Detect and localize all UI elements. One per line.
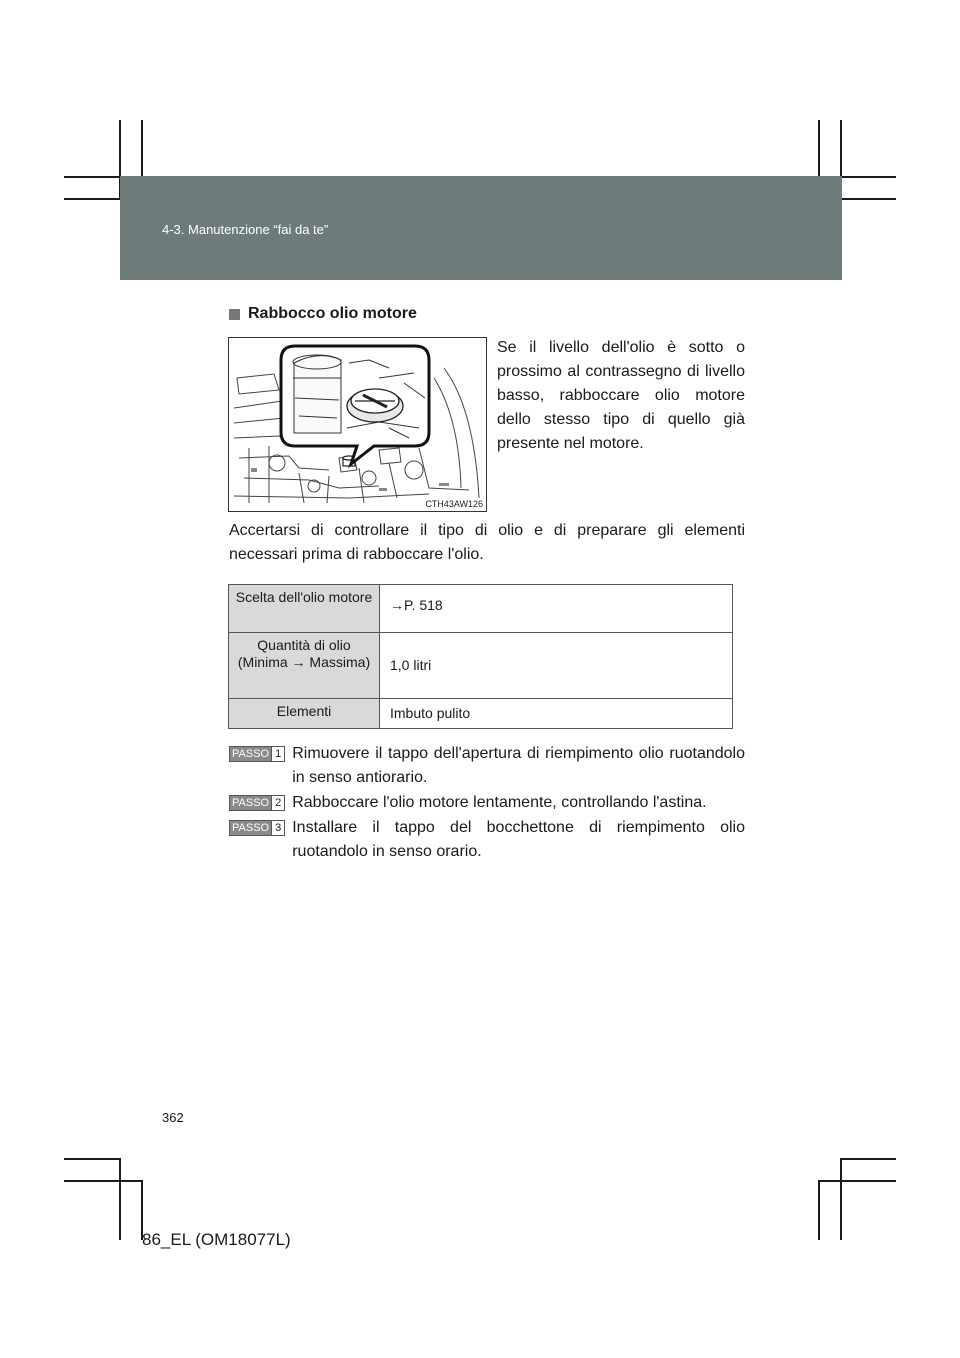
table-row xyxy=(229,699,733,729)
table-key-oil-quantity: Quantità di olio (Minima → Massima) xyxy=(229,633,380,699)
step-2 xyxy=(229,791,745,815)
crop-mark xyxy=(64,1180,143,1182)
crop-mark xyxy=(840,1160,842,1240)
step-badge: PASSO 2 xyxy=(229,795,285,811)
oil-spec-table xyxy=(228,584,733,729)
step-text: Rimuovere il tappo dell'apertura di riempimento olio ruotandolo in senso antiorario. xyxy=(292,745,745,786)
figure-code: CTH43AW126 xyxy=(425,499,483,509)
step-3 xyxy=(229,816,745,864)
step-badge: PASSO 1 xyxy=(229,746,285,762)
crop-mark xyxy=(840,1158,896,1160)
section-breadcrumb: 4-3. Manutenzione “fai da te” xyxy=(162,222,329,237)
document-code: 86_EL (OM18077L) xyxy=(142,1230,291,1249)
table-value-oil-choice[interactable]: →P. 518 xyxy=(380,585,733,633)
table-value-oil-quantity: 1,0 litri xyxy=(380,633,733,699)
step-text: Rabboccare l'olio motore lentamente, controllando l'astina. xyxy=(292,794,707,811)
engine-oil-cap-illustration xyxy=(228,337,487,512)
table-row xyxy=(229,633,733,699)
page-number: 362 xyxy=(162,1110,184,1125)
table-key-items: Elementi xyxy=(229,699,380,729)
step-badge: PASSO 3 xyxy=(229,820,285,836)
section-title-text: Rabbocco olio motore xyxy=(248,305,417,322)
section-title xyxy=(229,305,417,323)
intro-paragraph: Se il livello dell'olio è sotto o prossimo al contrassegno di livello basso, rabboccare olio motore dello stesso tipo di quello già presente nel motore. xyxy=(497,339,745,452)
table-key-oil-choice: Scelta dell'olio motore xyxy=(229,585,380,633)
crop-mark xyxy=(818,1180,896,1182)
table-row xyxy=(229,585,733,633)
crop-mark xyxy=(64,1158,121,1160)
table-value-items: Imbuto pulito xyxy=(380,699,733,729)
step-1 xyxy=(229,742,745,790)
preparation-paragraph: Accertarsi di controllare il tipo di olio e di preparare gli elementi necessari prima di rabboccare l'olio. xyxy=(229,522,745,563)
square-bullet-icon xyxy=(229,309,240,320)
engine-bay-drawing xyxy=(229,338,486,511)
step-text: Installare il tappo del bocchettone di riempimento olio ruotandolo in senso orario. xyxy=(292,819,745,860)
crop-mark xyxy=(818,1180,820,1240)
crop-mark xyxy=(119,1160,121,1240)
